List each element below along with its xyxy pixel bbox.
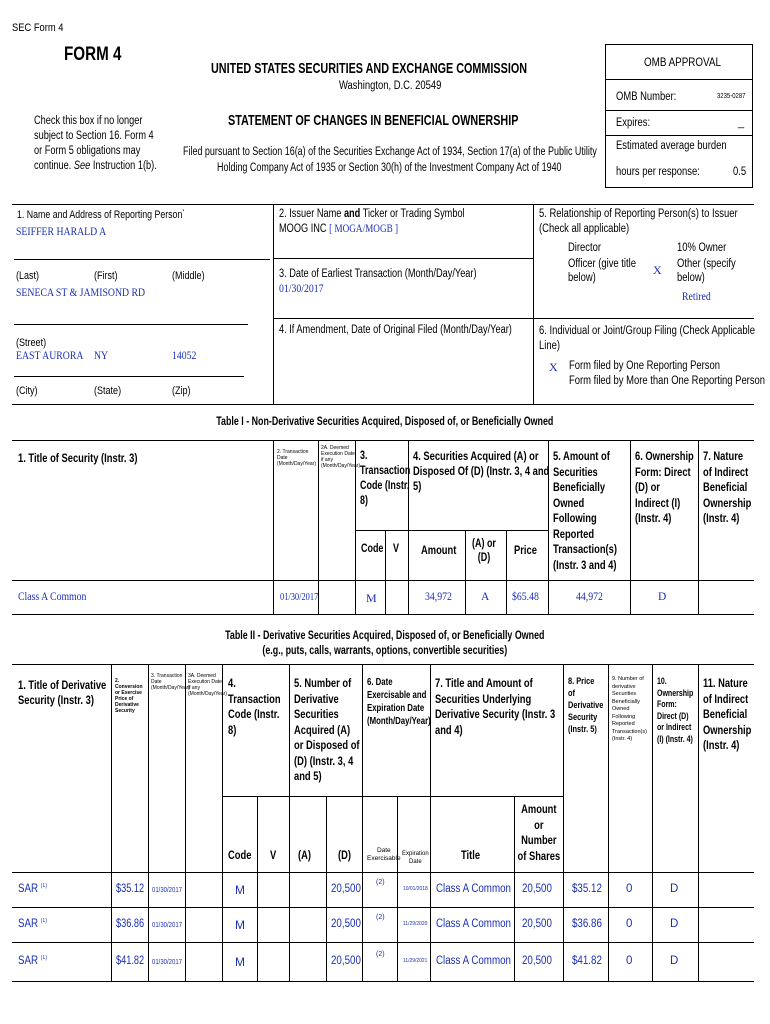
omb-hours-label: hours per response:: [616, 166, 700, 178]
t1-sub-amount: Amount: [421, 543, 457, 557]
t2-col-number-derivative: 5. Number of Derivative Securities Acquired (A) or Disposed of (D) (Instr. 3, 4 and 5): [294, 676, 360, 783]
multi-person-option: Form filed by More than One Reporting Person: [569, 375, 766, 387]
earliest-transaction-label: 3. Date of Earliest Transaction (Month/Day/Year): [279, 268, 477, 280]
t1-sub-v: V: [393, 543, 399, 555]
t2-col-price-derivative: 8. Price of Derivative Security (Instr. 5): [568, 676, 604, 735]
table2-subtitle: (e.g., puts, calls, warrants, options, convertible securities): [262, 643, 508, 657]
t2-row-footnote: (1): [40, 883, 47, 890]
t2-row-title: SAR $^{(1)}$: [18, 955, 47, 967]
t1-row-form: D: [658, 591, 667, 603]
t2-row-code: M: [235, 883, 245, 897]
reporting-person-name: SEIFFER HARALD A: [16, 226, 107, 238]
t2-sub-d: (D): [338, 848, 352, 862]
omb-burden-label: Estimated average burden: [616, 140, 727, 152]
zip-value: 14052: [172, 350, 197, 362]
agency-city: Washington, D.C. 20549: [339, 80, 442, 92]
state-value: NY: [94, 350, 109, 362]
t2-row-title: SAR $^{(1)}$: [18, 883, 47, 895]
t2-row-disposed: 20,500: [331, 883, 361, 895]
table2-title: Table II - Derivative Securities Acquired, Disposed of, or Beneficially Owned: [225, 628, 545, 642]
omb-approval-title: OMB APPROVAL: [644, 55, 721, 69]
t2-row-underlying-shares: 20,500: [522, 918, 552, 930]
officer-option: Officer (give title below): [568, 258, 636, 284]
t2-col-title-derivative: 1. Title of Derivative Security (Instr. 3): [18, 678, 107, 707]
t1-col-amount-owned: 5. Amount of Securities Beneficially Owned Following Reported Transaction(s) (Instr. 3 and 4): [553, 449, 617, 572]
t1-col-ownership-form: 6. Ownership Form: Direct (D) or Indirect (I) (Instr. 4): [635, 449, 694, 525]
t2-row-derivative-price: $36.86: [572, 918, 602, 930]
t1-col-nature-ownership: 7. Nature of Indirect Beneficial Ownership (Instr. 4): [703, 449, 752, 525]
t2-row-ownership-form: D: [670, 955, 679, 967]
t2-sub-date-exercisable: Date Exercisable: [367, 847, 401, 862]
t1-col-transaction-code: 3. Transaction Code (Instr. 8): [360, 450, 411, 507]
t2-sub-v: V: [270, 848, 277, 862]
t1-col-securities-acquired: 4. Securities Acquired (A) or Disposed Of (D) (Instr. 3, 4 and 5): [413, 449, 550, 493]
reporting-address: SENECA ST & JAMISOND RD: [16, 287, 146, 299]
officer-check-mark: X: [653, 263, 662, 277]
t1-row-a-or-d: A: [481, 591, 490, 603]
t2-row-date-exercisable: (2): [376, 879, 385, 886]
t2-row-title: SAR $^{(1)}$: [18, 918, 47, 930]
t1-col-transaction-date: 2. Transaction Date (Month/Day/Year): [277, 449, 316, 467]
earliest-transaction-date: 01/30/2017: [279, 283, 324, 295]
city-value: EAST AURORA: [16, 350, 84, 362]
street-label: (Street): [16, 337, 47, 349]
t1-row-code: M: [366, 591, 377, 605]
t2-row-footnote: (1): [40, 918, 47, 925]
omb-hours-value: 0.5: [733, 166, 747, 178]
t1-row-owned: 44,972: [576, 591, 603, 603]
t2-col-number-owned: 9. Number of derivative Securities Beneficially Owned Following Reported Transaction(s) (Instr. 4): [612, 676, 647, 742]
t2-row-ownership-form: D: [670, 883, 679, 895]
amendment-label: 4. If Amendment, Date of Original Filed (Month/Day/Year): [279, 324, 512, 336]
zip-label: (Zip): [172, 385, 191, 397]
t2-row-transaction-date: 01/30/2017: [152, 957, 183, 966]
t2-row-disposed: 20,500: [331, 918, 361, 930]
omb-number-value: 3235-0287: [717, 93, 746, 100]
t2-col-date-exercisable: 6. Date Exercisable and Expiration Date (Month/Day/Year): [367, 677, 431, 727]
last-label: (Last): [16, 270, 40, 282]
t2-row-owned: 0: [626, 918, 633, 930]
t2-row-transaction-date: 01/30/2017: [152, 885, 183, 894]
middle-label: (Middle): [172, 270, 205, 282]
relationship-sub: (Check all applicable): [539, 223, 630, 235]
t2-row-owned: 0: [626, 883, 633, 895]
t2-row-owned: 0: [626, 955, 633, 967]
issuer-label: 2. Issuer Name and Ticker or Trading Symbol: [279, 208, 465, 220]
t2-row-underlying-title: Class A Common: [436, 918, 511, 930]
t2-row-expiration-date: 11/29/2021: [403, 958, 428, 964]
t1-col-title-security: 1. Title of Security (Instr. 3): [18, 451, 138, 465]
t2-col-conversion-price: 2. Conversion or Exercise Price of Derivative Security: [115, 678, 143, 714]
t2-row-underlying-title: Class A Common: [436, 883, 511, 895]
form-title: FORM 4: [64, 44, 122, 65]
t2-row-date-exercisable: (2): [376, 951, 385, 958]
director-option: Director: [568, 242, 602, 254]
t1-row-date: 01/30/2017: [280, 592, 319, 603]
t2-row-expiration-date: 10/01/2018: [403, 886, 428, 892]
other-option: Other (specify below): [677, 258, 736, 284]
t2-col-transaction-date: 3. Transaction Date (Month/Day/Year): [151, 673, 190, 691]
t2-sub-a: (A): [298, 848, 312, 862]
t1-sub-code: Code: [361, 543, 384, 555]
t2-col-nature-ownership: 11. Nature of Indirect Beneficial Ownership (Instr. 4): [703, 676, 752, 752]
reporting-person-label: 1. Name and Address of Reporting Person*: [17, 209, 185, 221]
state-label: (State): [94, 385, 122, 397]
agency-title: UNITED STATES SECURITIES AND EXCHANGE COMMISSION: [211, 60, 528, 77]
t2-col-title-amount-underlying: 7. Title and Amount of Securities Underlying Derivative Security (Instr. 3 and 4): [435, 676, 556, 737]
no-longer-subject-text: Check this box if no longer subject to Section 16. Form 4 or Form 5 obligations may continue. See Instruction 1(b).: [34, 115, 157, 172]
filed-pursuant-line1: Filed pursuant to Section 16(a) of the Securities Exchange Act of 1934, Section 17(a) of the Public Utility: [183, 146, 597, 158]
first-label: (First): [94, 270, 118, 282]
issuer-value: MOOG INC [ MOGA/MOGB ]: [279, 223, 399, 235]
t2-sub-expiration-date: Expiration Date: [402, 851, 429, 865]
t2-row-disposed: 20,500: [331, 955, 361, 967]
t1-row-title: Class A Common: [18, 591, 87, 603]
t1-sub-a-or-d: (A) or (D): [472, 538, 496, 564]
omb-expires-value: _: [738, 117, 745, 129]
t1-sub-price: Price: [514, 543, 537, 557]
t2-sub-code: Code: [228, 848, 252, 862]
t2-row-expiration-date: 11/29/2020: [403, 921, 428, 927]
t2-row-transaction-date: 01/30/2017: [152, 920, 183, 929]
t2-row-code: M: [235, 955, 245, 969]
officer-title: Retired: [682, 291, 711, 303]
sec-form-label: SEC Form 4: [12, 22, 64, 34]
one-person-check-mark: X: [549, 360, 558, 374]
t2-col-ownership-form: 10. Ownership Form: Direct (D) or Indirect (I) (Instr. 4): [657, 676, 694, 744]
t2-row-code: M: [235, 918, 245, 932]
t2-row-underlying-shares: 20,500: [522, 883, 552, 895]
t2-row-derivative-price: $41.82: [572, 955, 602, 967]
t2-row-underlying-shares: 20,500: [522, 955, 552, 967]
t2-sub-amount-shares: Amount or Number of Shares: [517, 802, 561, 863]
t2-col-transaction-code: 4. Transaction Code (Instr. 8): [228, 676, 281, 737]
filing-type-label: 6. Individual or Joint/Group Filing (Check Applicable Line): [539, 325, 755, 352]
t2-row-conversion-price: $35.12: [116, 883, 145, 895]
t1-row-amount: 34,972: [425, 591, 452, 603]
t2-sub-title: Title: [461, 848, 481, 862]
t2-row-conversion-price: $36.86: [116, 918, 145, 930]
t1-row-price: $65.48: [512, 591, 539, 603]
t2-col-deemed-date: 3A. Deemed Execution Date, if any (Month/Day/Year): [188, 673, 227, 697]
table1-title: Table I - Non-Derivative Securities Acquired, Disposed of, or Beneficially Owned: [216, 414, 554, 428]
t2-row-date-exercisable: (2): [376, 914, 385, 921]
relationship-label: 5. Relationship of Reporting Person(s) to Issuer: [539, 208, 738, 220]
t2-row-conversion-price: $41.82: [116, 955, 145, 967]
one-person-option: Form filed by One Reporting Person: [569, 360, 720, 372]
city-label: (City): [16, 385, 38, 397]
t2-row-footnote: (1): [40, 955, 47, 962]
omb-expires-label: Expires:: [616, 117, 651, 129]
t1-col-deemed-date: 2A. Deemed Execution Date, if any (Month/Day/Year): [321, 445, 360, 469]
ten-percent-owner-option: 10% Owner: [677, 242, 727, 254]
omb-number-label: OMB Number:: [616, 91, 677, 103]
t2-row-underlying-title: Class A Common: [436, 955, 511, 967]
t2-row-derivative-price: $35.12: [572, 883, 602, 895]
statement-title: STATEMENT OF CHANGES IN BENEFICIAL OWNERSHIP: [228, 112, 519, 129]
filed-pursuant-line2: Holding Company Act of 1935 or Section 30(h) of the Investment Company Act of 1940: [217, 162, 562, 174]
t2-row-ownership-form: D: [670, 918, 679, 930]
